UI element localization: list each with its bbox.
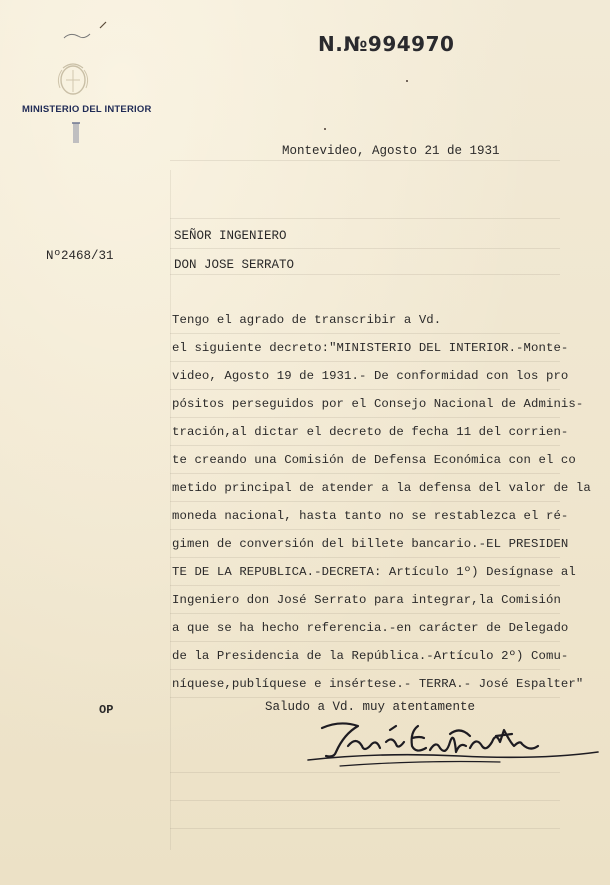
handwritten-signature — [300, 712, 600, 772]
pencil-mark-icon — [60, 18, 120, 48]
guide-rule — [170, 828, 560, 829]
guide-rule — [170, 248, 560, 249]
guide-rule — [170, 772, 560, 773]
coat-of-arms-seal-icon — [54, 58, 92, 98]
date-line: Montevideo, Agosto 21 de 1931 — [282, 144, 500, 158]
guide-rule — [170, 585, 560, 586]
ink-speck — [406, 80, 408, 82]
body-line: níquese,publíquese e insértese.- TERRA.- José Espalter" — [172, 677, 584, 691]
body-line: tración,al dictar el decreto de fecha 11 del corrien- — [172, 425, 569, 439]
guide-rule — [170, 613, 560, 614]
guide-rule — [170, 218, 560, 219]
body-line: video, Agosto 19 de 1931.- De conformidad con los pro — [172, 369, 569, 383]
ink-speck — [324, 128, 326, 130]
guide-rule — [170, 557, 560, 558]
body-line: moneda nacional, hasta tanto no se restablezca el ré- — [172, 509, 569, 523]
margin-rule — [170, 170, 171, 850]
body-line: Ingeniero don José Serrato para integrar,la Comisión — [172, 593, 561, 607]
body-line: te creando una Comisión de Defensa Económica con el co — [172, 453, 576, 467]
guide-rule — [170, 389, 560, 390]
addressee-name: DON JOSE SERRATO — [174, 258, 295, 272]
guide-rule — [170, 697, 560, 698]
body-line: de la Presidencia de la República.-Artículo 2º) Comu- — [172, 649, 569, 663]
guide-rule — [170, 445, 560, 446]
body-line: gimen de conversión del billete bancario.-EL PRESIDEN — [172, 537, 569, 551]
guide-rule — [170, 501, 560, 502]
body-line: a que se ha hecho referencia.-en carácter de Delegado — [172, 621, 569, 635]
letterhead-bar-mark-icon — [72, 121, 80, 145]
guide-rule — [170, 669, 560, 670]
body-line: pósitos perseguidos por el Consejo Nacional de Adminis- — [172, 397, 584, 411]
guide-rule — [170, 473, 560, 474]
guide-rule — [170, 641, 560, 642]
addressee-title: SEÑOR INGENIERO — [174, 229, 287, 243]
reference-number: Nº2468/31 — [46, 249, 114, 263]
guide-rule — [170, 274, 560, 275]
body-line: metido principal de atender a la defensa del valor de la — [172, 481, 591, 495]
guide-rule — [170, 417, 560, 418]
guide-rule — [170, 333, 560, 334]
closing-line: Saludo a Vd. muy atentamente — [265, 700, 476, 714]
body-line: el siguiente decreto:"MINISTERIO DEL INTERIOR.-Monte- — [172, 341, 569, 355]
body-line: Tengo el agrado de transcribir a Vd. — [172, 313, 442, 327]
guide-rule — [170, 529, 560, 530]
body-line: TE DE LA REPUBLICA.-DECRETA: Artículo 1º) Desígnase al — [172, 565, 576, 579]
typist-initials: OP — [99, 703, 114, 717]
serial-number: N.№994970 — [318, 32, 455, 56]
guide-rule — [170, 160, 560, 161]
guide-rule — [170, 361, 560, 362]
ministry-heading: MINISTERIO DEL INTERIOR — [22, 104, 152, 115]
guide-rule — [170, 800, 560, 801]
